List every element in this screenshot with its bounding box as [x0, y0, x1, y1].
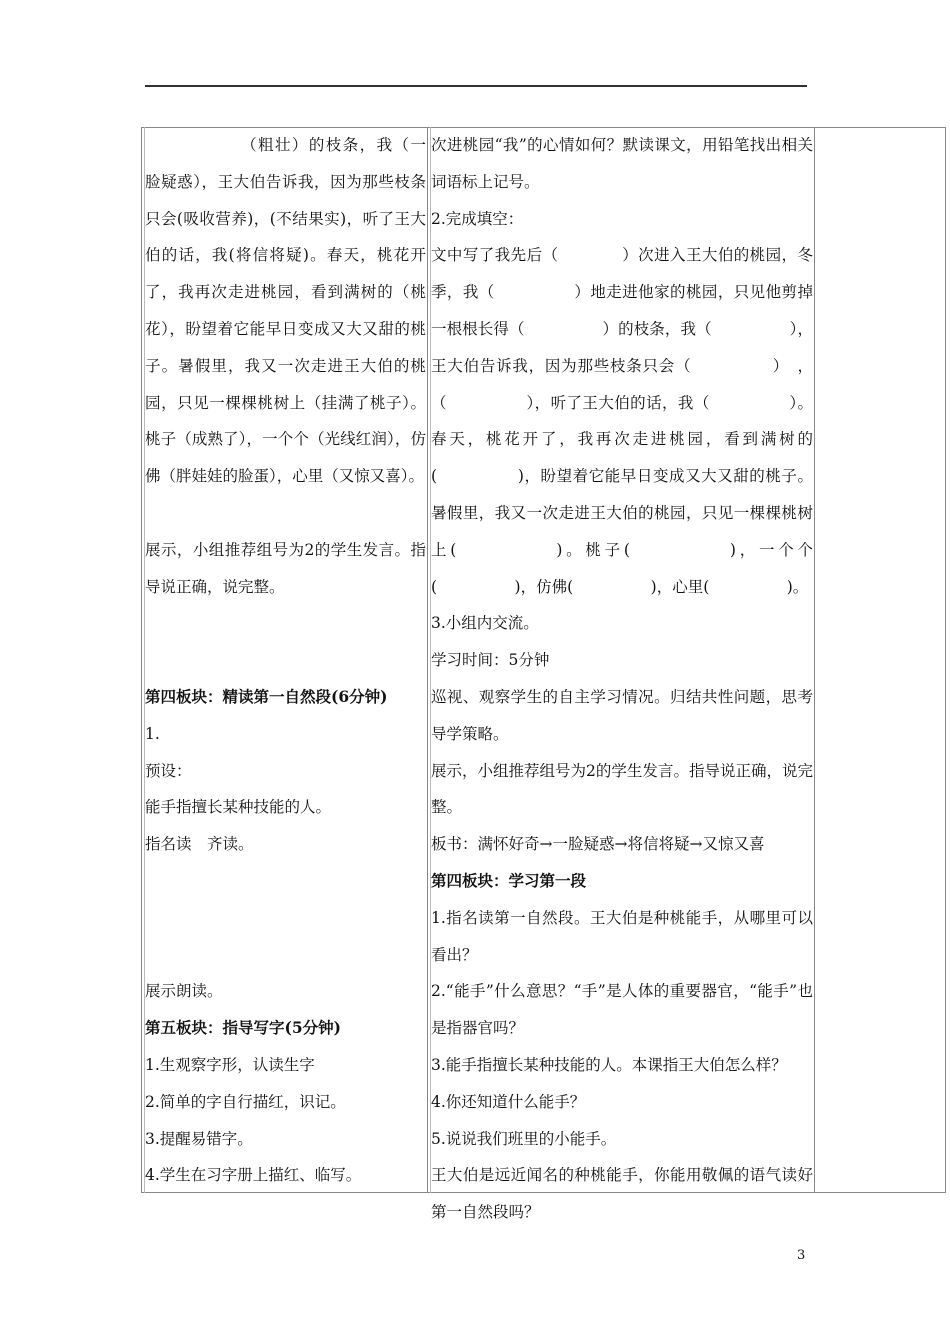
table-column-divider-right: [814, 127, 815, 1193]
right-question-4: 4.你还知道什么能手？: [431, 1092, 586, 1111]
right-intro-paragraph: 次进桃园“我”的心情如何？默读课文，用铅笔找出相关词语标上记号。: [431, 136, 813, 191]
right-question-6: 王大伯是远近闻名的种桃能手，你能用敬佩的语气读好第一自然段吗？: [431, 1166, 813, 1222]
left-preset-label: 预设：: [145, 761, 192, 780]
left-write-2: 2.简单的字自行描红，识记。: [145, 1092, 346, 1111]
right-fill-blank-paragraph: 文中写了我先后（ ）次进入王大伯的桃园，冬季，我（ ）地走进他家的桃园，只见他剪掉一根根长得（ ）的枝条，我（ ），王大伯告诉我，因为那些枝条只会（ ） ，（ ），听了王大伯的话，我（ ）。春天，桃花开了，我再次走进桃园，看到满树的( )，盼望着它能早日变成又大又甜的桃子。暑假里，我又一次走进王大伯的桃园，只见一棵棵桃树上( )。桃子( )，一个个( )，仿佛( )，心里( )。: [431, 246, 813, 596]
left-column-cell: [145, 127, 426, 1194]
left-answer-text: 能手指擅长某种技能的人。: [145, 798, 332, 817]
right-question-3: 3.能手指擅长某种技能的人。本课指王大伯怎么样？: [431, 1055, 787, 1074]
right-patrol-text: 巡视、观察学生的自主学习情况。归结共性问题，思考导学策略。: [431, 687, 813, 743]
right-task-3: 3.小组内交流。: [431, 614, 539, 633]
header-rule: [145, 85, 807, 87]
left-write-4: 4.学生在习字册上描红、临写。: [145, 1166, 362, 1185]
right-study-time: 学习时间：5分钟: [431, 651, 550, 670]
left-item-1: 1.: [145, 724, 160, 743]
right-column-cell: [431, 127, 813, 1231]
right-question-2: 2.“能手”什么意思？“手”是人体的重要器官，“能手”也是指器官吗？: [431, 982, 813, 1038]
left-section5-title: 第五板块：指导写字(5分钟): [145, 1018, 341, 1038]
page-number: 3: [797, 1248, 806, 1263]
right-question-5: 5.说说我们班里的小能手。: [431, 1129, 617, 1148]
right-show-text: 展示，小组推荐组号为2的学生发言。指导说正确，说完整。: [431, 761, 813, 817]
right-section4-title: 第四板块：学习第一段: [431, 870, 587, 890]
left-read-text: 指名读 齐读。: [145, 835, 254, 854]
right-task-2: 2.完成填空：: [431, 209, 524, 228]
left-show-read: 展示朗读。: [145, 982, 223, 1001]
left-write-3: 3.提醒易错字。: [145, 1129, 253, 1148]
left-fill-answer-paragraph: （粗壮）的枝条，我（一脸疑惑），王大伯告诉我，因为那些枝条只会(吸收营养)，(不结果实)，听了王大伯的话，我(将信将疑)。春天，桃花开了，我再次走进桃园，看到满树的（桃花），盼望着它能早日变成又大又甜的桃子。暑假里，我又一次走进王大伯的桃园，只见一棵棵桃树上（挂满了桃子）。桃子（成熟了），一个个（光线红润），仿佛（胖娃娃的脸蛋），心里（又惊又喜）。: [145, 136, 426, 486]
left-show-paragraph: 展示，小组推荐组号为2的学生发言。指导说正确，说完整。: [145, 540, 426, 596]
right-question-1: 1.指名读第一自然段。王大伯是种桃能手，从哪里可以看出？: [431, 908, 813, 964]
table-column-divider: [427, 127, 428, 1193]
left-write-1: 1.生观察字形，认读生字: [145, 1055, 315, 1074]
left-section4-title: 第四板块：精读第一自然段(6分钟): [145, 686, 388, 706]
right-board-text: 板书：满怀好奇→一脸疑惑→将信将疑→又惊又喜: [431, 835, 765, 854]
